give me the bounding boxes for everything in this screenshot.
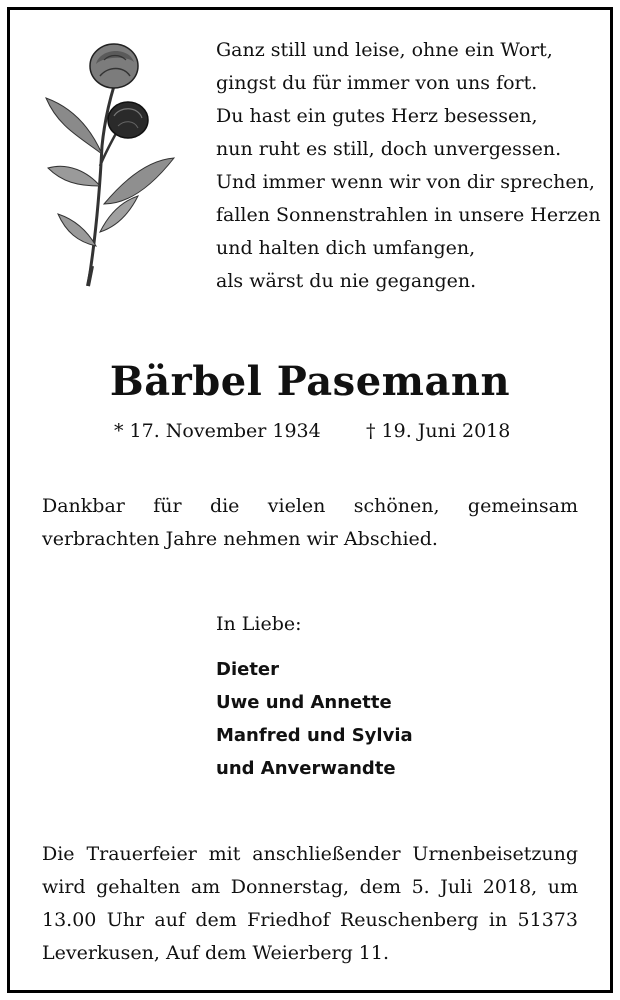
birth-date: * 17. November 1934 <box>114 420 321 442</box>
mourner-name: Uwe und Annette <box>216 692 392 713</box>
poem-line: und halten dich umfangen, <box>216 237 476 259</box>
mourner-name: Manfred und Sylvia <box>216 725 413 746</box>
death-date: † 19. Juni 2018 <box>366 420 511 442</box>
thanks-text: Dankbar für die vielen schönen, gemeinsam verbrachten Jahre nehmen wir Abschied. <box>42 495 578 550</box>
mourner-name: und Anverwandte <box>216 758 396 779</box>
poem-line: fallen Sonnenstrahlen in unsere Herzen <box>216 204 601 226</box>
rose-icon <box>38 36 180 288</box>
mourner-name: Dieter <box>216 659 280 680</box>
poem-line: nun ruht es still, doch unvergessen. <box>216 138 562 160</box>
poem-line: gingst du für immer von uns fort. <box>216 72 538 94</box>
poem-line: Du hast ein gutes Herz besessen, <box>216 105 538 127</box>
mourners-intro: In Liebe: <box>216 613 302 635</box>
poem-line: Und immer wenn wir von dir sprechen, <box>216 171 595 193</box>
poem-line: Ganz still und leise, ohne ein Wort, <box>216 39 553 61</box>
ceremony-text: Die Trauerfeier mit anschließender Urnenbeisetzung wird gehalten am Donnerstag, dem 5. Juli 2018, um 13.00 Uhr auf dem Friedhof Reuschenberg in 51373 Leverkusen, Auf dem Weierberg 11. <box>42 843 578 964</box>
poem <box>216 34 601 298</box>
mourners-list <box>216 653 413 785</box>
deceased-name: Bärbel Pasemann <box>109 358 511 405</box>
poem-line: als wärst du nie gegangen. <box>216 270 477 292</box>
